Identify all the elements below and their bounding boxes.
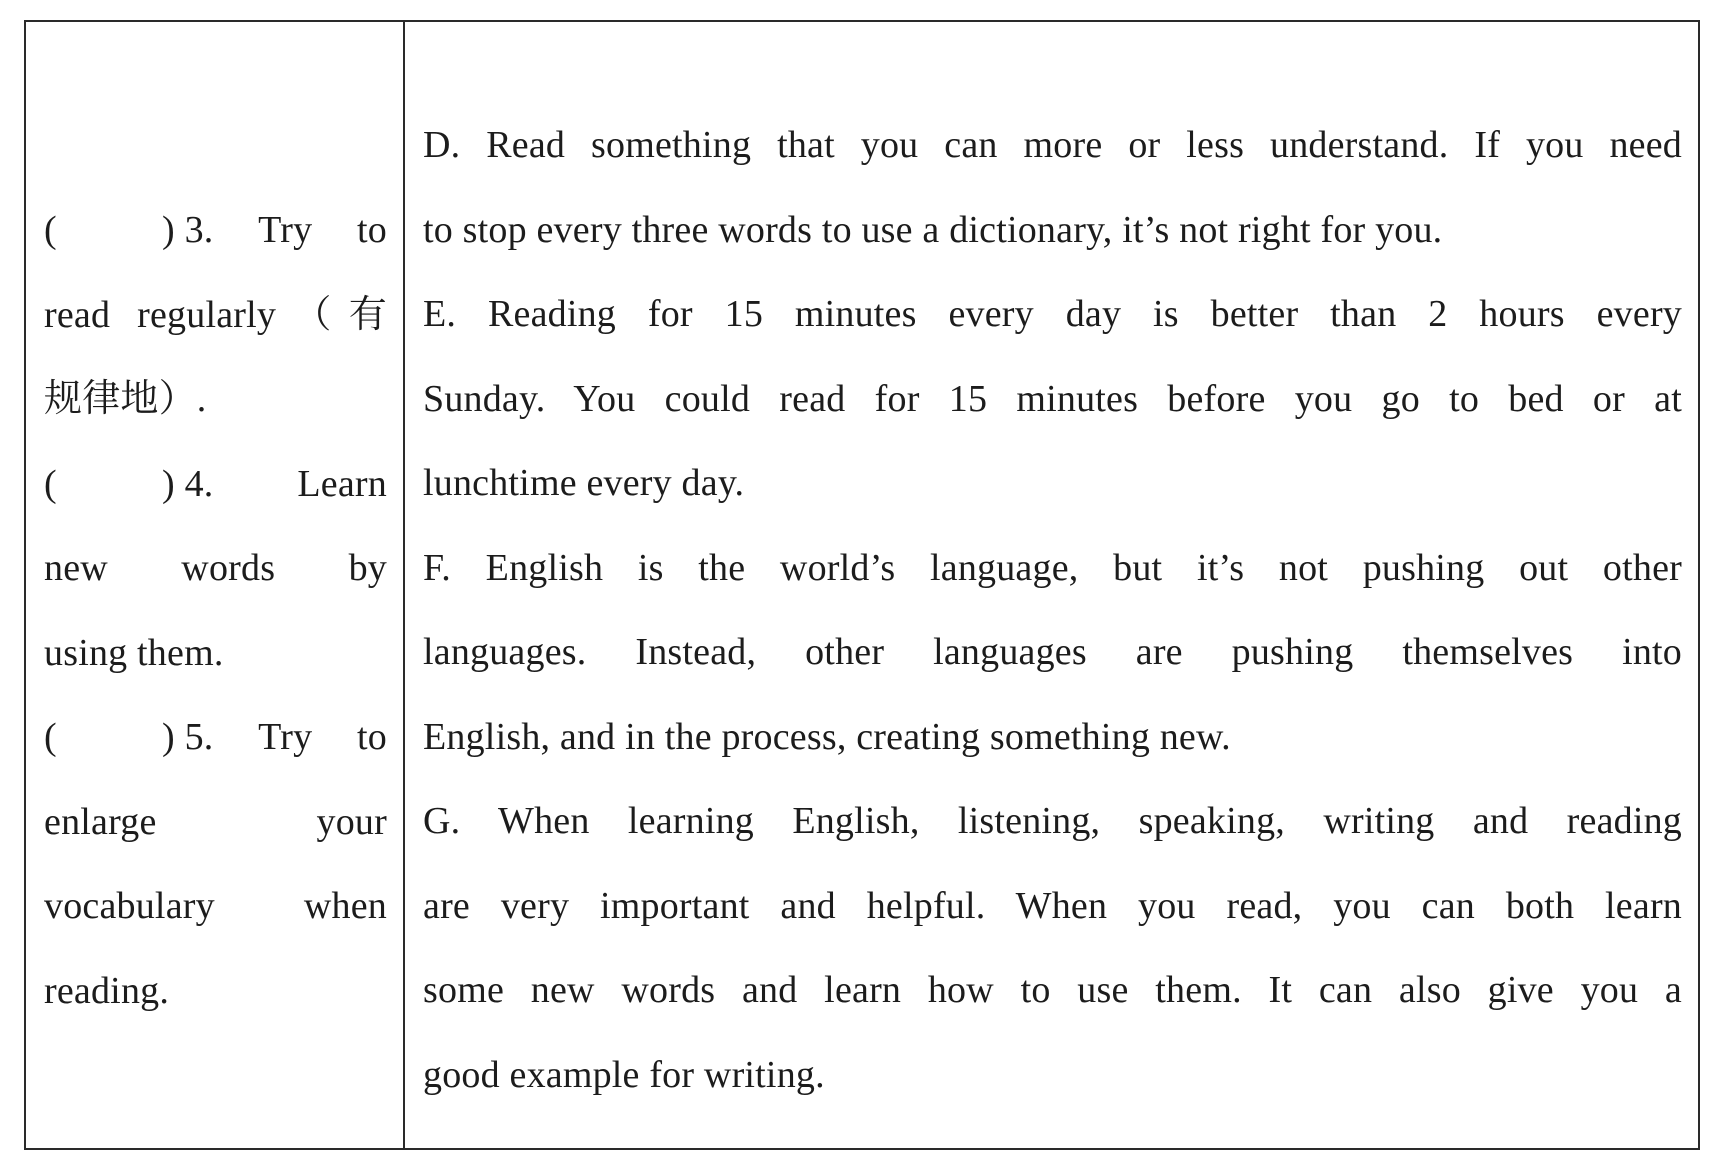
option-e-line: Sunday. You could read for 15 minutes before you go to bed or at (423, 377, 1682, 420)
option-d-line: to stop every three words to use a dictionary, it’s not right for you. (423, 208, 1443, 251)
question-number: 4. (184, 462, 214, 505)
question-4-head (44, 442, 387, 527)
question-word: to (357, 209, 387, 251)
question-5-head (44, 695, 387, 780)
answer-blank-close: ) (162, 209, 175, 251)
option-g-line: good example for writing. (423, 1053, 825, 1096)
option-e-line: E. Reading for 15 minutes every day is better than 2 hours every (423, 293, 1682, 335)
option-f-line: languages. Instead, other languages are pushing themselves into (423, 631, 1682, 673)
question-word: Try (258, 209, 313, 251)
question-4-line: new words by (44, 547, 387, 589)
option-d-line: D. Read something that you can more or less understand. If you need (423, 124, 1682, 166)
options-column (405, 22, 1698, 1148)
option-f-line: English, and in the process, creating something new. (423, 715, 1231, 758)
answer-blank-open[interactable]: ( (44, 716, 57, 758)
question-word: to (357, 716, 387, 758)
answer-blank-close: ) (162, 716, 175, 758)
answer-blank-close: ) (162, 462, 175, 505)
question-word: Try (258, 716, 313, 758)
question-5-line: enlarge your (44, 800, 387, 843)
question-3-head (44, 188, 387, 273)
question-3-line: read regularly（有 (44, 293, 387, 336)
option-f-line: F. English is the world’s language, but it’s not pushing out other (423, 546, 1682, 589)
question-5-line: vocabulary when (44, 885, 387, 927)
question-column (26, 22, 405, 1148)
question-word: Learn (297, 462, 387, 505)
option-e-line: lunchtime every day. (423, 462, 745, 504)
question-3-line: 规律地）. (44, 378, 207, 420)
question-number: 5. (184, 716, 214, 758)
question-4-line: using them. (44, 631, 224, 674)
answer-blank-open[interactable]: ( (44, 209, 57, 251)
matching-table (24, 20, 1700, 1150)
question-number: 3. (184, 209, 214, 251)
option-g-line: some new words and learn how to use them. It can also give you a (423, 969, 1682, 1011)
answer-blank-open[interactable]: ( (44, 462, 57, 505)
option-g-line: G. When learning English, listening, speaking, writing and reading (423, 800, 1682, 842)
option-g-line: are very important and helpful. When you read, you can both learn (423, 884, 1682, 927)
question-5-line: reading. (44, 969, 170, 1012)
